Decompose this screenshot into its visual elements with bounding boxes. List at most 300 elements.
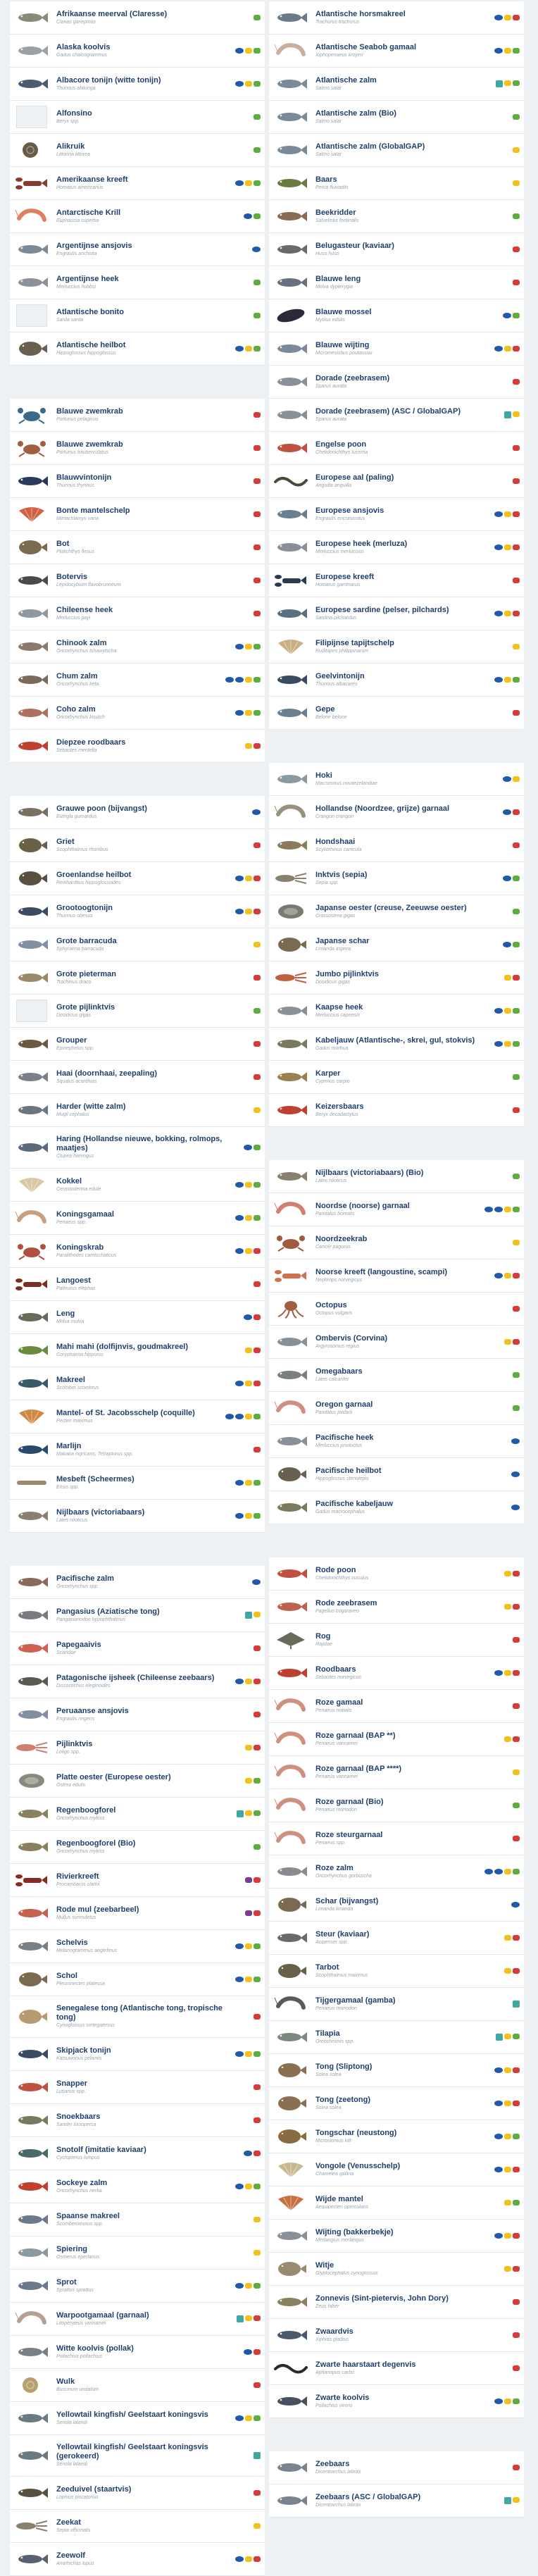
species-card[interactable] bbox=[10, 299, 265, 332]
species-name: Skipjack tonijn bbox=[56, 2046, 111, 2055]
species-card[interactable] bbox=[10, 1, 265, 35]
blue-badge-icon bbox=[244, 2151, 252, 2156]
species-latin-name: Thunnus albacares bbox=[315, 681, 358, 687]
certification-badges bbox=[244, 1314, 261, 1320]
yellow-badge-icon bbox=[504, 1736, 511, 1742]
species-card[interactable] bbox=[10, 2137, 265, 2170]
species-card[interactable] bbox=[269, 664, 524, 697]
species-card[interactable] bbox=[10, 730, 265, 763]
species-card[interactable] bbox=[269, 564, 524, 597]
species-card[interactable] bbox=[10, 1268, 265, 1301]
blue-badge-icon bbox=[511, 1471, 520, 1477]
species-card[interactable] bbox=[269, 299, 524, 332]
species-card[interactable] bbox=[269, 829, 524, 862]
certification-badges bbox=[254, 2452, 261, 2459]
species-card[interactable] bbox=[269, 895, 524, 928]
species-card[interactable] bbox=[269, 1326, 524, 1359]
species-card[interactable] bbox=[269, 1491, 524, 1524]
species-latin-name: Gadus chalcogrammus bbox=[56, 52, 107, 58]
blue-badge-icon bbox=[244, 1145, 252, 1150]
species-card[interactable] bbox=[269, 2054, 524, 2087]
fish-icon bbox=[273, 666, 308, 693]
species-card[interactable] bbox=[10, 630, 265, 664]
species-name: Pacifische zalm bbox=[56, 1574, 114, 1583]
species-card[interactable] bbox=[10, 2270, 265, 2303]
species-card[interactable] bbox=[10, 35, 265, 68]
species-name: Europese ansjovis bbox=[315, 506, 384, 515]
species-card[interactable] bbox=[269, 1293, 524, 1326]
species-name: Sprot bbox=[56, 2277, 77, 2286]
species-card[interactable] bbox=[269, 1922, 524, 1955]
species-card[interactable] bbox=[269, 597, 524, 630]
species-card[interactable] bbox=[269, 465, 524, 498]
blue-badge-icon bbox=[484, 1869, 493, 1874]
species-card[interactable] bbox=[10, 1301, 265, 1334]
species-card[interactable] bbox=[10, 1500, 265, 1533]
certification-badges bbox=[513, 2332, 520, 2338]
certification-badges bbox=[235, 81, 261, 87]
species-name: Senegalese tong (Atlantische tong, tropische tong) bbox=[56, 2004, 223, 2022]
certification-badges bbox=[503, 313, 520, 318]
species-card[interactable] bbox=[269, 1657, 524, 1690]
species-card[interactable] bbox=[10, 1698, 265, 1731]
species-card[interactable] bbox=[10, 1400, 265, 1433]
blue-badge-icon bbox=[225, 677, 234, 683]
species-card[interactable] bbox=[10, 233, 265, 266]
certification-badges bbox=[513, 2365, 520, 2371]
species-name: Noorse kreeft (langoustine, scampi) bbox=[315, 1267, 448, 1276]
certification-badges bbox=[235, 1381, 261, 1386]
species-name: Koningskrab bbox=[56, 1243, 104, 1252]
species-card[interactable] bbox=[10, 68, 265, 101]
species-card[interactable] bbox=[10, 266, 265, 299]
species-card[interactable] bbox=[269, 1855, 524, 1889]
species-card[interactable] bbox=[269, 531, 524, 564]
species-card[interactable] bbox=[269, 1889, 524, 1922]
certification-badges bbox=[254, 445, 261, 451]
species-card[interactable] bbox=[269, 1028, 524, 1061]
blue-badge-icon bbox=[235, 1182, 244, 1188]
species-name: Pangasius (Aziatische tong) bbox=[56, 1607, 160, 1616]
species-latin-name: Oncorhynchus keta bbox=[56, 681, 99, 687]
species-name: Peruaanse ansjovis bbox=[56, 1706, 129, 1715]
species-card[interactable] bbox=[269, 2253, 524, 2286]
species-card[interactable] bbox=[10, 1202, 265, 1235]
species-card[interactable] bbox=[10, 1632, 265, 1665]
species-card[interactable] bbox=[10, 1996, 265, 2038]
certification-badges bbox=[494, 2398, 520, 2404]
species-card[interactable] bbox=[10, 928, 265, 962]
fish-icon bbox=[14, 2272, 49, 2299]
species-card[interactable] bbox=[269, 266, 524, 299]
blue-badge-icon bbox=[511, 1902, 520, 1908]
species-card[interactable] bbox=[269, 1, 524, 35]
species-card[interactable] bbox=[10, 2203, 265, 2236]
fish-icon bbox=[14, 1933, 49, 1960]
species-latin-name: Limanda aspera bbox=[315, 946, 351, 952]
species-card[interactable] bbox=[10, 432, 265, 465]
species-latin-name: Gadus macrocephalus bbox=[315, 1509, 365, 1514]
species-card[interactable] bbox=[10, 399, 265, 432]
species-card[interactable] bbox=[10, 995, 265, 1028]
fish-icon bbox=[273, 203, 308, 230]
species-card[interactable] bbox=[269, 167, 524, 200]
fish-icon bbox=[273, 335, 308, 362]
species-name: Blauwe mossel bbox=[315, 307, 372, 316]
green-badge-icon bbox=[513, 2200, 520, 2205]
species-card[interactable] bbox=[269, 101, 524, 134]
species-card[interactable] bbox=[10, 200, 265, 233]
species-card[interactable] bbox=[269, 1193, 524, 1226]
species-name: Blauwe zwemkrab bbox=[56, 406, 123, 416]
species-name: Patagonische ijsheek (Chileense zeebaars) bbox=[56, 1673, 215, 1682]
species-card[interactable] bbox=[269, 332, 524, 366]
species-card[interactable] bbox=[10, 2303, 265, 2336]
red-badge-icon bbox=[254, 1877, 261, 1883]
species-card[interactable] bbox=[269, 432, 524, 465]
species-card[interactable] bbox=[10, 1765, 265, 1798]
species-card[interactable] bbox=[10, 1028, 265, 1061]
species-latin-name: Cancer pagurus bbox=[315, 1244, 351, 1250]
species-card[interactable] bbox=[10, 1094, 265, 1127]
species-card[interactable] bbox=[269, 2220, 524, 2253]
fish-icon bbox=[14, 2405, 49, 2432]
fish-icon bbox=[14, 964, 49, 991]
fish-icon bbox=[14, 2173, 49, 2200]
species-card[interactable] bbox=[269, 2120, 524, 2153]
certification-badges bbox=[254, 2523, 261, 2529]
species-card[interactable] bbox=[10, 332, 265, 366]
species-card[interactable] bbox=[269, 35, 524, 68]
fish-icon bbox=[273, 534, 308, 561]
species-latin-name: Scophthalmus rhombus bbox=[56, 847, 108, 852]
species-card[interactable] bbox=[269, 962, 524, 995]
species-card[interactable] bbox=[10, 2510, 265, 2543]
image-placeholder-icon bbox=[16, 304, 47, 327]
species-card[interactable] bbox=[10, 2038, 265, 2071]
blue-badge-icon bbox=[235, 1513, 244, 1519]
species-card[interactable] bbox=[10, 1864, 265, 1897]
species-latin-name: Osmerus eperlanus bbox=[56, 2254, 100, 2260]
green-badge-icon bbox=[254, 1182, 261, 1188]
yellow-badge-icon bbox=[245, 2315, 252, 2321]
fish-icon bbox=[14, 37, 49, 64]
species-card[interactable] bbox=[269, 1756, 524, 1789]
certification-badges bbox=[513, 379, 520, 385]
blue-badge-icon bbox=[235, 1215, 244, 1221]
species-card[interactable] bbox=[10, 465, 265, 498]
species-name: Witte koolvis (pollak) bbox=[56, 2344, 134, 2353]
certification-badges bbox=[244, 2151, 261, 2156]
image-placeholder-icon bbox=[16, 1000, 47, 1022]
species-card[interactable] bbox=[269, 697, 524, 730]
species-card[interactable] bbox=[269, 1789, 524, 1822]
fish-icon bbox=[14, 269, 49, 296]
species-card[interactable] bbox=[269, 1226, 524, 1259]
green-badge-icon bbox=[513, 1405, 520, 1411]
species-card[interactable] bbox=[269, 2153, 524, 2186]
certification-badges bbox=[254, 1645, 261, 1651]
species-latin-name: Lophius piscatorius bbox=[56, 2494, 99, 2500]
species-card[interactable] bbox=[10, 1897, 265, 1930]
species-latin-name: Penaeus spp. bbox=[315, 1840, 346, 1846]
species-name: Antarctische Krill bbox=[56, 208, 121, 217]
species-card[interactable] bbox=[269, 134, 524, 167]
species-latin-name: Acipenser spp. bbox=[315, 1939, 349, 1945]
fish-icon bbox=[14, 468, 49, 494]
species-card[interactable] bbox=[10, 1599, 265, 1632]
species-card[interactable] bbox=[10, 2071, 265, 2104]
species-latin-name: Pleuronectes platessa bbox=[56, 1981, 105, 1986]
species-card[interactable] bbox=[269, 2021, 524, 2054]
fish-list-left-column bbox=[10, 1, 265, 2576]
species-name: Japanse schar bbox=[315, 936, 370, 945]
species-card[interactable] bbox=[269, 2087, 524, 2120]
species-card[interactable] bbox=[269, 1094, 524, 1127]
species-name: Zwarte koolvis bbox=[315, 2393, 370, 2402]
species-card[interactable] bbox=[10, 2477, 265, 2510]
yellow-badge-icon bbox=[504, 1935, 511, 1941]
certification-badges bbox=[254, 1008, 261, 1014]
species-card[interactable] bbox=[10, 1731, 265, 1765]
species-card[interactable] bbox=[269, 2286, 524, 2319]
species-card[interactable] bbox=[10, 564, 265, 597]
certification-badges bbox=[252, 1579, 261, 1585]
green-badge-icon bbox=[513, 2398, 520, 2404]
species-card[interactable] bbox=[10, 1127, 265, 1169]
species-card[interactable] bbox=[10, 2402, 265, 2435]
fish-icon bbox=[14, 733, 49, 759]
species-name: Roodbaars bbox=[315, 1665, 356, 1674]
species-name: Nijlbaars (victoriabaars) bbox=[56, 1507, 145, 1517]
certification-badges bbox=[254, 1712, 261, 1717]
yellow-badge-icon bbox=[245, 1182, 252, 1188]
species-card[interactable] bbox=[269, 1259, 524, 1293]
certification-badges bbox=[235, 180, 261, 186]
species-card[interactable] bbox=[10, 2543, 265, 2576]
green-badge-icon bbox=[513, 114, 520, 120]
species-card[interactable] bbox=[269, 1822, 524, 1855]
certification-badges bbox=[235, 1215, 261, 1221]
species-latin-name: Scomber scombrus bbox=[56, 1385, 99, 1390]
species-name: Hondshaai bbox=[315, 837, 356, 846]
red-badge-icon bbox=[513, 1703, 520, 1709]
yellow-badge-icon bbox=[245, 1745, 252, 1750]
species-card[interactable] bbox=[10, 2435, 265, 2477]
yellow-badge-icon bbox=[245, 1248, 252, 1254]
species-name: Grote pieterman bbox=[56, 969, 116, 978]
yellow-badge-icon bbox=[504, 2398, 511, 2404]
species-card[interactable] bbox=[269, 862, 524, 895]
species-card[interactable] bbox=[269, 2451, 524, 2484]
species-card[interactable] bbox=[269, 2484, 524, 2518]
species-card[interactable] bbox=[10, 134, 265, 167]
yellow-badge-icon bbox=[504, 1604, 511, 1610]
species-card[interactable] bbox=[10, 1566, 265, 1599]
list-spacer bbox=[269, 1524, 524, 1557]
certification-badges bbox=[494, 346, 520, 351]
species-card[interactable] bbox=[269, 1160, 524, 1193]
species-card[interactable] bbox=[10, 1433, 265, 1467]
shrimp-icon bbox=[273, 1693, 308, 1719]
species-card[interactable] bbox=[10, 2369, 265, 2402]
blue-badge-icon bbox=[494, 2398, 503, 2404]
fish-icon bbox=[273, 699, 308, 726]
species-card[interactable] bbox=[269, 796, 524, 829]
fish-icon bbox=[14, 236, 49, 263]
species-card[interactable] bbox=[10, 1235, 265, 1268]
species-card[interactable] bbox=[269, 1359, 524, 1392]
blue-badge-icon bbox=[494, 1008, 503, 1014]
species-name: Keizersbaars bbox=[315, 1102, 364, 1111]
species-name: Alaska koolvis bbox=[56, 42, 111, 51]
species-card[interactable] bbox=[269, 200, 524, 233]
flatfish-icon bbox=[14, 534, 49, 561]
species-card[interactable] bbox=[269, 2385, 524, 2418]
species-latin-name: Sepia spp. bbox=[315, 880, 339, 885]
species-card[interactable] bbox=[10, 2336, 265, 2369]
species-card[interactable] bbox=[269, 233, 524, 266]
species-card[interactable] bbox=[269, 1690, 524, 1723]
species-name: Octopus bbox=[315, 1300, 347, 1309]
species-card[interactable] bbox=[269, 2319, 524, 2352]
blue-badge-icon bbox=[503, 313, 511, 318]
red-badge-icon bbox=[513, 445, 520, 451]
certification-badges bbox=[235, 1679, 261, 1684]
species-latin-name: Engraulis encrasicolus bbox=[315, 516, 365, 521]
species-card[interactable] bbox=[269, 928, 524, 962]
species-card[interactable] bbox=[269, 630, 524, 664]
species-latin-name: Solea solea bbox=[315, 2105, 342, 2110]
blue-badge-icon bbox=[235, 2283, 244, 2289]
blue-badge-icon bbox=[235, 346, 244, 351]
species-card[interactable] bbox=[10, 862, 265, 895]
species-card[interactable] bbox=[269, 1061, 524, 1094]
species-card[interactable] bbox=[10, 597, 265, 630]
species-card[interactable] bbox=[269, 1955, 524, 1988]
red-badge-icon bbox=[254, 1314, 261, 1320]
species-latin-name: Pandalus jordani bbox=[315, 1410, 353, 1415]
species-card[interactable] bbox=[269, 1557, 524, 1591]
species-latin-name: Lates calcarifer bbox=[315, 1376, 349, 1382]
species-card[interactable] bbox=[269, 995, 524, 1028]
species-card[interactable] bbox=[269, 1591, 524, 1624]
red-badge-icon bbox=[513, 1935, 520, 1941]
species-latin-name: Sphyraena barracuda bbox=[56, 946, 104, 952]
green-badge-icon bbox=[254, 2184, 261, 2189]
species-card[interactable] bbox=[269, 366, 524, 399]
species-name: Zeeduivel (staartvis) bbox=[56, 2484, 132, 2494]
purple-badge-icon bbox=[245, 1877, 252, 1883]
certification-badges bbox=[494, 48, 520, 54]
species-card[interactable] bbox=[10, 796, 265, 829]
yellow-badge-icon bbox=[245, 710, 252, 716]
species-card[interactable] bbox=[10, 167, 265, 200]
species-name: Rode mul (zeebarbeel) bbox=[56, 1905, 139, 1914]
purple-badge-icon bbox=[245, 1910, 252, 1916]
species-card[interactable] bbox=[269, 763, 524, 796]
species-card[interactable] bbox=[10, 2170, 265, 2203]
green-badge-icon bbox=[513, 677, 520, 683]
species-name: Pijlinktvis bbox=[56, 1739, 93, 1748]
species-latin-name: Chamelea gallina bbox=[315, 2171, 354, 2177]
species-card[interactable] bbox=[10, 1169, 265, 1202]
certification-badges bbox=[504, 1571, 520, 1576]
yellow-badge-icon bbox=[245, 81, 252, 87]
yellow-badge-icon bbox=[504, 80, 511, 86]
species-card[interactable] bbox=[10, 829, 265, 862]
certification-badges bbox=[494, 1670, 520, 1676]
species-card[interactable] bbox=[10, 2104, 265, 2137]
species-name: Grouper bbox=[56, 1035, 87, 1045]
red-badge-icon bbox=[254, 876, 261, 881]
species-card[interactable] bbox=[10, 1930, 265, 1963]
species-card[interactable] bbox=[269, 2186, 524, 2220]
red-badge-icon bbox=[254, 1041, 261, 1047]
certification-badges bbox=[244, 1145, 261, 1150]
certification-badges bbox=[254, 1844, 261, 1850]
species-card[interactable] bbox=[10, 1665, 265, 1698]
species-card[interactable] bbox=[10, 1367, 265, 1400]
species-card[interactable] bbox=[10, 1467, 265, 1500]
certification-badges bbox=[254, 2117, 261, 2123]
red-badge-icon bbox=[254, 511, 261, 517]
list-spacer bbox=[269, 730, 524, 763]
species-latin-name: Squalus acanthias bbox=[56, 1078, 97, 1084]
species-card[interactable] bbox=[269, 1723, 524, 1756]
species-card[interactable] bbox=[10, 2236, 265, 2270]
species-card[interactable] bbox=[269, 1624, 524, 1657]
species-card[interactable] bbox=[269, 498, 524, 531]
species-card[interactable] bbox=[10, 101, 265, 134]
certification-badges bbox=[254, 478, 261, 484]
species-name: Regenboogforel (Bio) bbox=[56, 1838, 136, 1848]
species-card[interactable] bbox=[10, 962, 265, 995]
species-card[interactable] bbox=[10, 1963, 265, 1996]
yellow-badge-icon bbox=[245, 644, 252, 649]
species-card[interactable] bbox=[269, 1425, 524, 1458]
species-latin-name: Penaeus monodon bbox=[315, 2005, 357, 2011]
species-card[interactable] bbox=[10, 1831, 265, 1864]
species-latin-name: Dicentrarchus labrax bbox=[315, 2502, 361, 2508]
species-card[interactable] bbox=[269, 399, 524, 432]
certification-badges bbox=[513, 114, 520, 120]
species-card[interactable] bbox=[10, 498, 265, 531]
species-latin-name: Ruditapes philippinarum bbox=[315, 648, 369, 654]
yellow-badge-icon bbox=[254, 1107, 261, 1113]
species-card[interactable] bbox=[269, 1392, 524, 1425]
octopus-icon bbox=[273, 1295, 308, 1322]
certification-badges bbox=[513, 1637, 520, 1643]
species-card[interactable] bbox=[10, 1334, 265, 1367]
species-card[interactable] bbox=[10, 895, 265, 928]
species-card[interactable] bbox=[10, 697, 265, 730]
certification-badges bbox=[496, 80, 520, 87]
certification-badges bbox=[511, 1471, 520, 1477]
species-card[interactable] bbox=[269, 1988, 524, 2021]
list-spacer bbox=[269, 1127, 524, 1160]
species-latin-name: Hippoglossus hippoglossus bbox=[56, 350, 116, 356]
species-card[interactable] bbox=[10, 1798, 265, 1831]
certification-badges bbox=[504, 1736, 520, 1742]
species-card[interactable] bbox=[269, 2352, 524, 2385]
species-card[interactable] bbox=[10, 1061, 265, 1094]
species-card[interactable] bbox=[269, 1458, 524, 1491]
species-card[interactable] bbox=[269, 68, 524, 101]
species-latin-name: Pecten maximus bbox=[56, 1418, 93, 1424]
species-card[interactable] bbox=[10, 664, 265, 697]
species-card[interactable] bbox=[10, 531, 265, 564]
